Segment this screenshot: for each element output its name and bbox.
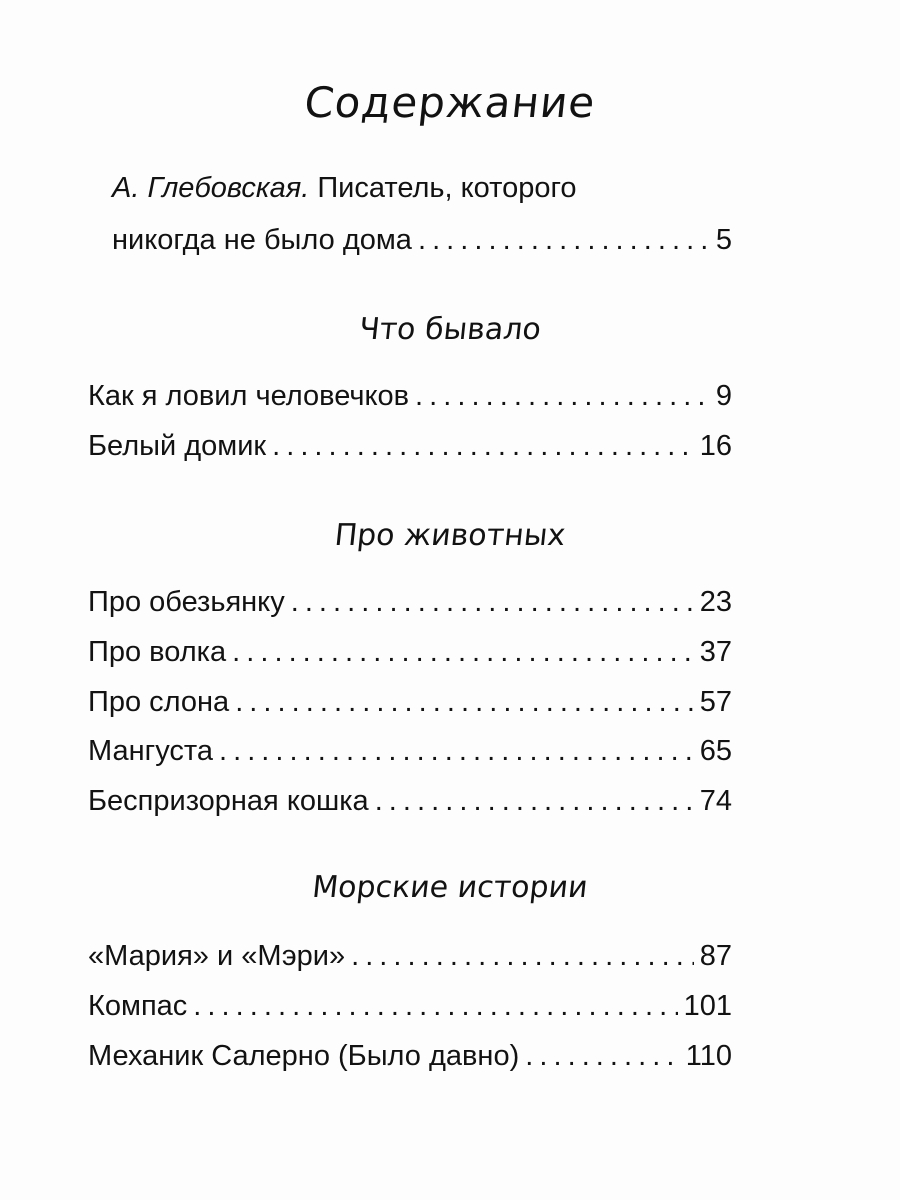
dot-leader <box>375 785 694 818</box>
entry-page-number: 57 <box>699 686 732 718</box>
entry-title: Как я ловил человечков <box>88 380 410 412</box>
entry-title: Механик Салерно (Было давно) <box>88 1040 520 1072</box>
section-heading-2: Про животных <box>332 518 568 553</box>
dot-leader <box>418 224 710 257</box>
intro-title-line1: Писатель, которого <box>317 172 577 204</box>
toc-entry[interactable] <box>88 990 732 1023</box>
section-heading-1: Что бывало <box>357 312 543 347</box>
dot-leader <box>235 686 694 719</box>
dot-leader <box>219 735 694 768</box>
toc-entry[interactable] <box>88 686 732 719</box>
entry-title: «Мария» и «Мэри» <box>88 940 346 972</box>
entry-title: Про обезьянку <box>88 586 285 618</box>
entry-title: Компас <box>88 990 188 1022</box>
entry-title: Про слона <box>88 686 230 718</box>
entry-title: Про волка <box>88 636 227 668</box>
intro-title-line2: никогда не было дома <box>112 224 412 256</box>
entry-page-number: 74 <box>699 785 732 817</box>
intro-entry-line1 <box>112 172 577 205</box>
dot-leader <box>232 636 694 669</box>
dot-leader <box>351 940 694 973</box>
entry-page-number: 110 <box>685 1040 732 1072</box>
dot-leader <box>291 586 694 619</box>
dot-leader <box>525 1040 680 1073</box>
toc-entry[interactable] <box>88 380 732 413</box>
toc-entry[interactable] <box>88 636 732 669</box>
intro-entry-line2[interactable] <box>112 224 732 257</box>
page-title: Содержание <box>302 78 598 127</box>
dot-leader <box>272 430 694 463</box>
toc-entry[interactable] <box>88 735 732 768</box>
entry-title: Беспризорная кошка <box>88 785 369 817</box>
intro-page-number: 5 <box>715 224 732 256</box>
toc-entry[interactable] <box>88 785 732 818</box>
toc-entry[interactable] <box>88 586 732 619</box>
entry-page-number: 23 <box>699 586 732 618</box>
entry-page-number: 37 <box>699 636 732 668</box>
entry-page-number: 101 <box>683 990 732 1022</box>
entry-page-number: 87 <box>699 940 732 972</box>
entry-page-number: 16 <box>699 430 732 462</box>
dot-leader <box>193 990 677 1023</box>
toc-entry[interactable] <box>88 1040 732 1073</box>
entry-title: Мангуста <box>88 735 213 767</box>
intro-author: А. Глебовская. <box>112 172 310 204</box>
section-heading-3: Морские истории <box>310 870 590 905</box>
toc-entry[interactable] <box>88 430 732 463</box>
entry-page-number: 9 <box>715 380 732 412</box>
entry-title: Белый домик <box>88 430 267 462</box>
entry-page-number: 65 <box>699 735 732 767</box>
dot-leader <box>415 380 710 413</box>
toc-entry[interactable] <box>88 940 732 973</box>
